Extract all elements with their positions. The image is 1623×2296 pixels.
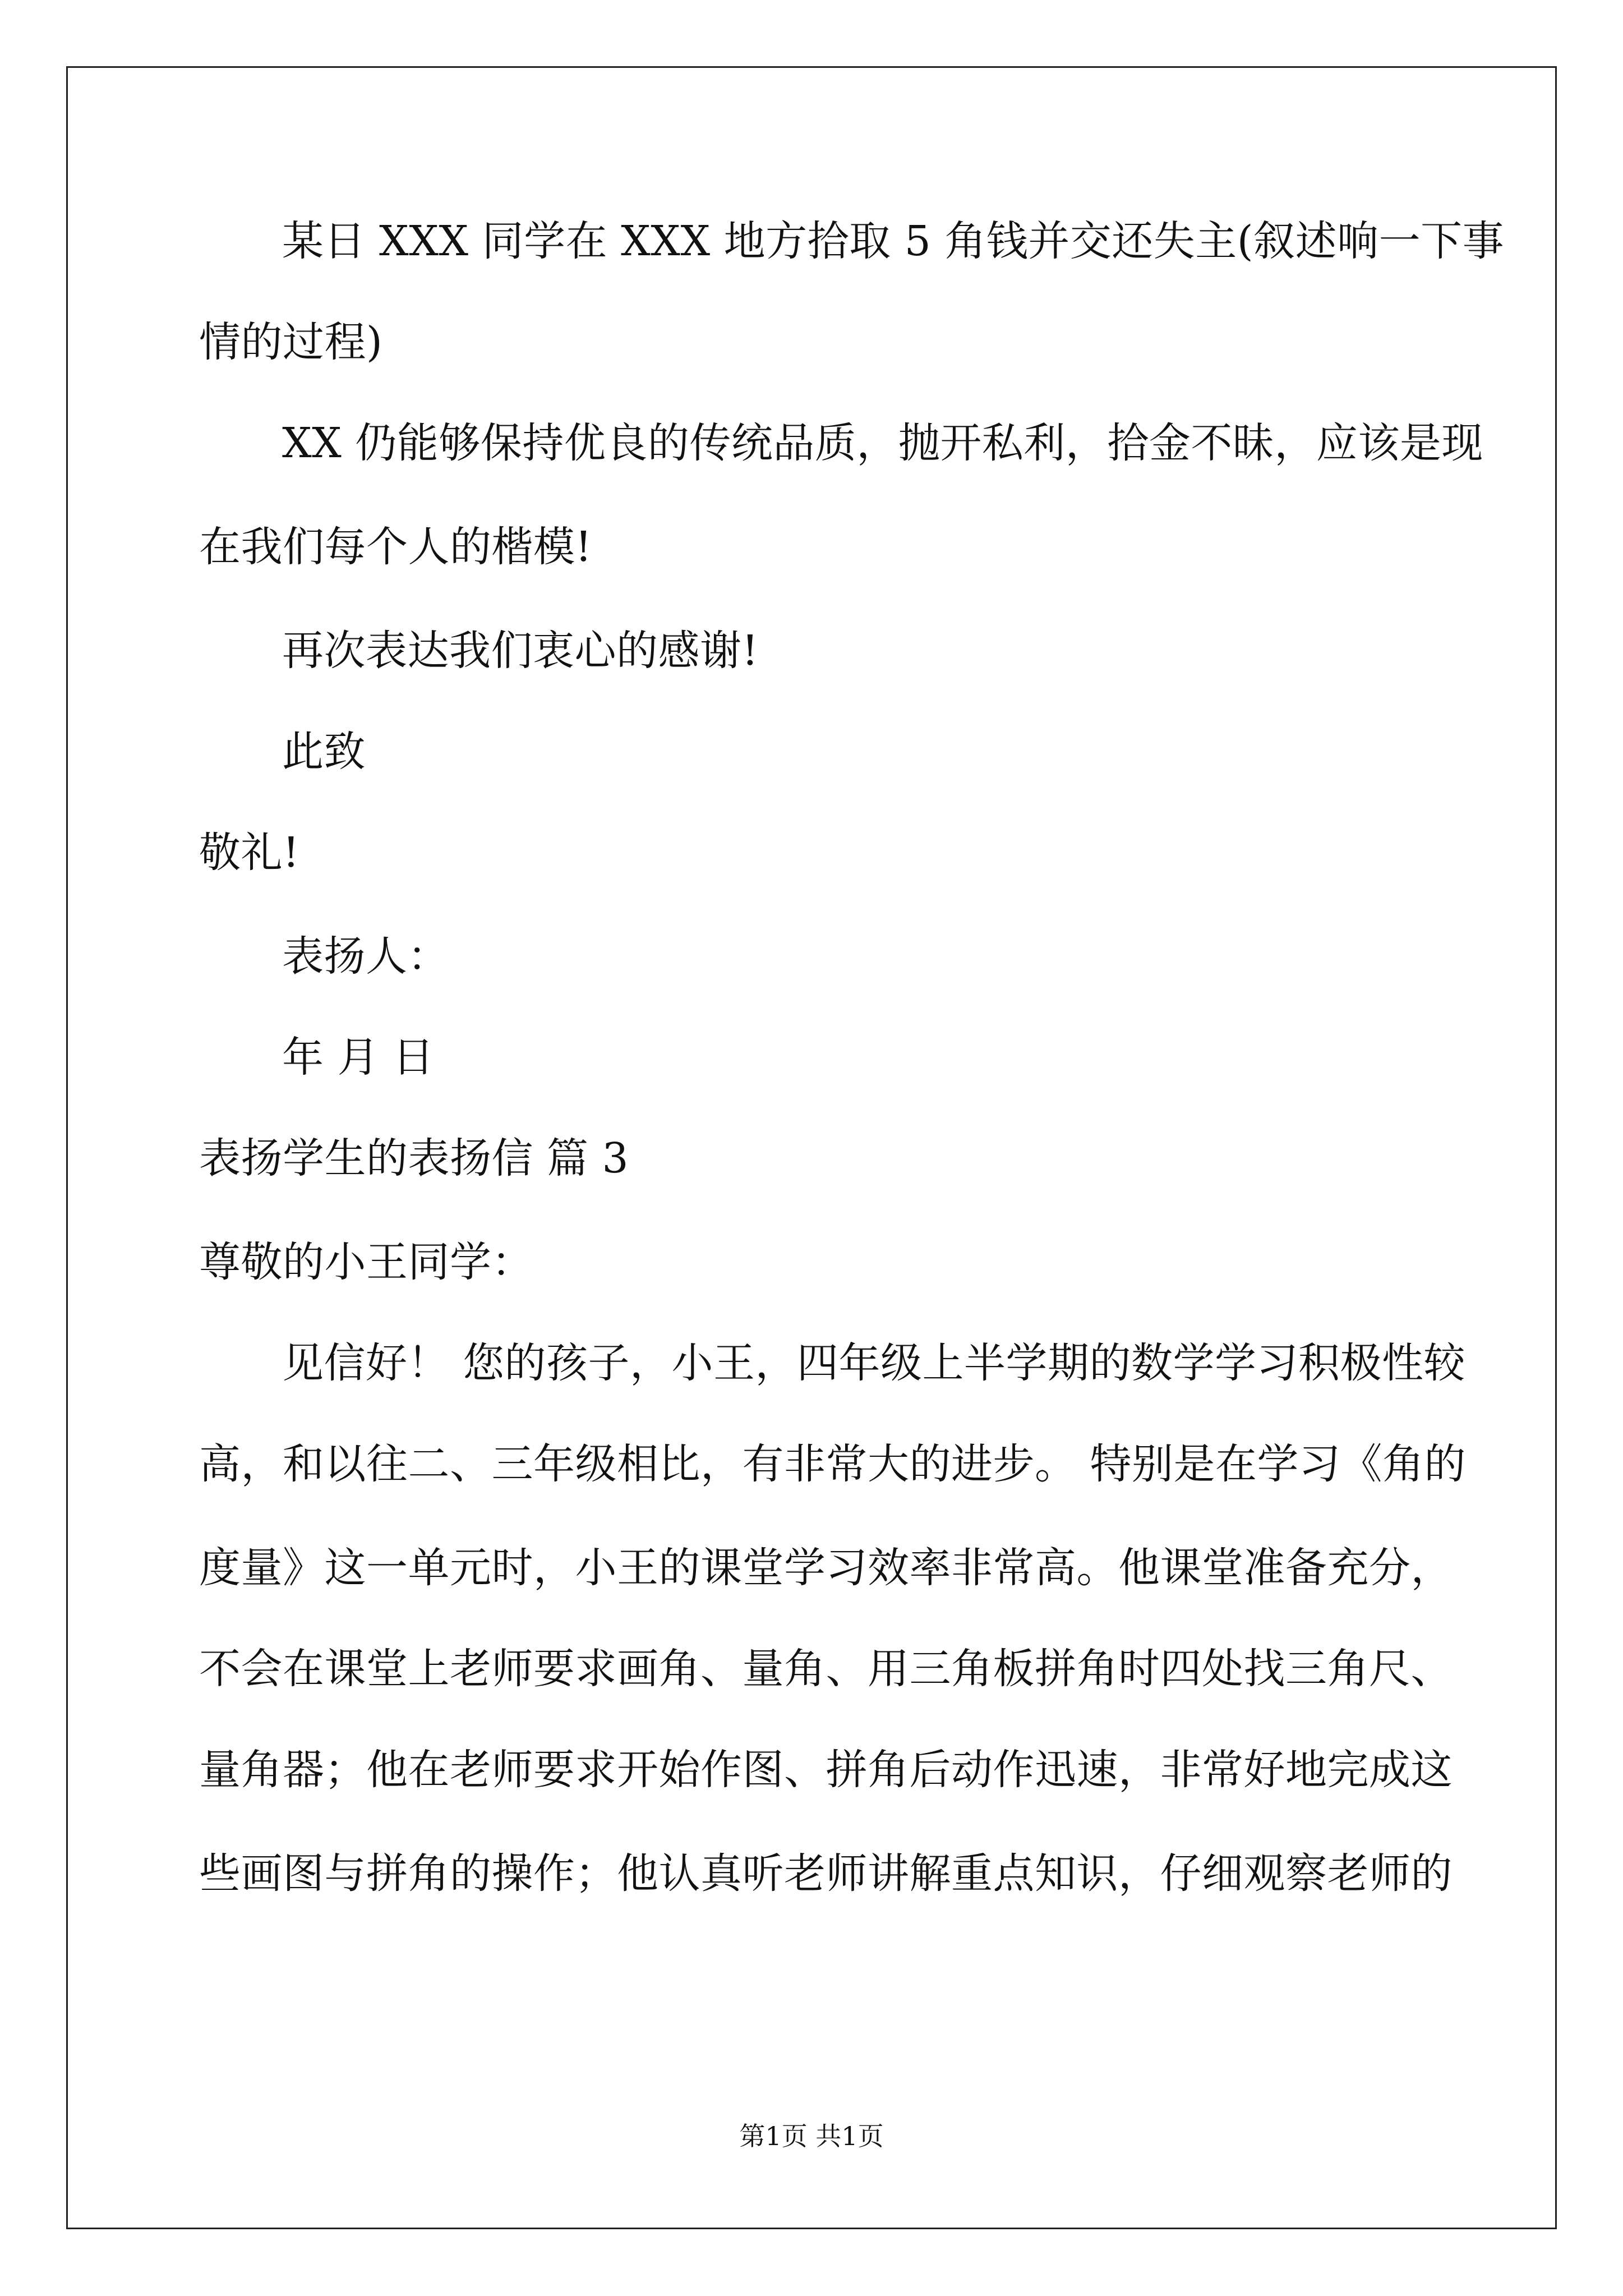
paragraph-line: 量角器；他在老师要求开始作图、拼角后动作迅速，非常好地完成这 <box>199 1746 1453 1794</box>
date-line: 年 月 日 <box>282 1033 435 1082</box>
paragraph-line: 在我们每个人的楷模! <box>199 523 592 571</box>
salutation-line: 尊敬的小王同学： <box>199 1238 533 1286</box>
closing-line: 敬礼! <box>199 829 300 877</box>
signature-line: 表扬人： <box>282 932 449 981</box>
closing-line: 此致 <box>282 728 366 776</box>
paragraph-line: 度量》这一单元时，小王的课堂学习效率非常高。他课堂准备充分， <box>199 1544 1453 1592</box>
paragraph-line: 不会在课堂上老师要求画角、量角、用三角板拼角时四处找三角尺、 <box>199 1645 1453 1693</box>
paragraph-line: 情的过程) <box>199 318 383 366</box>
paragraph-line: 见信好！ 您的孩子，小王，四年级上半学期的数学学习积极性较 <box>282 1339 1466 1387</box>
paragraph-line: 再次表达我们衷心的感谢! <box>282 627 759 675</box>
paragraph-line: XX 仍能够保持优良的传统品质，抛开私利，拾金不昧，应该是现 <box>282 419 1483 467</box>
paragraph-line: 些画图与拼角的操作；他认真听老师讲解重点知识，仔细观察老师的 <box>199 1849 1453 1898</box>
paragraph-line: 某日 XXX 同学在 XXX 地方拾取 5 角钱并交还失主(叙述响一下事 <box>282 217 1505 265</box>
paragraph-line: 高，和以往二、三年级相比，有非常大的进步。 特别是在学习《角的 <box>199 1440 1467 1488</box>
page-footer: 第1页 共1页 <box>739 2121 884 2151</box>
section-heading: 表扬学生的表扬信 篇 3 <box>199 1134 629 1182</box>
